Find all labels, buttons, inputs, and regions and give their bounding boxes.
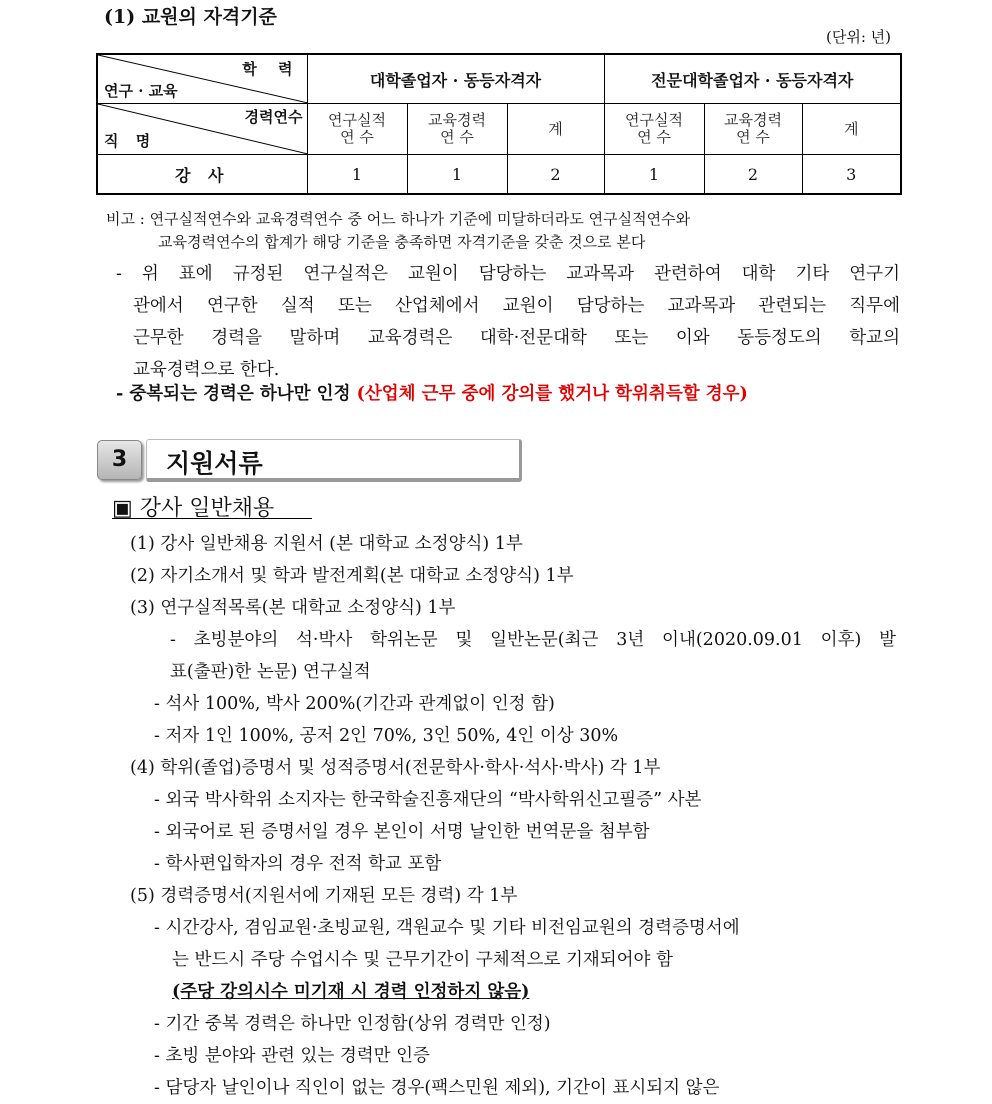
table-note — [106, 208, 690, 254]
table-row — [97, 155, 901, 195]
note-line: 비고 : 연구실적연수와 교육경력연수 중 어느 하나가 기준에 미달하더라도 연구실적연수와 — [106, 210, 691, 228]
list-item: - 시간강사, 겸임교원·초빙교원, 객원교수 및 기타 비전임교원의 경력증명서에 — [154, 918, 740, 938]
section-number-badge: 3 — [97, 440, 142, 480]
paragraph-line: 관에서 연구한 실적 또는 산업체에서 교원이 담당하는 교과목과 관련되는 직무에 — [133, 296, 900, 316]
table-cell: 2 — [704, 155, 802, 195]
col-education-years-2: 교육경력 연 수 — [704, 104, 802, 155]
list-item: - 저자 1인 100%, 공저 2인 70%, 3인 50%, 4인 이상 30% — [154, 726, 619, 746]
unit-label: (단위: 년) — [826, 28, 891, 46]
section-heading-qualifications: (1) 교원의 자격기준 — [104, 6, 277, 28]
col-total-2: 계 — [802, 104, 901, 155]
table-cell: 3 — [802, 155, 901, 195]
list-item: (주당 강의시수 미기재 시 경력 인정하지 않음) — [172, 982, 530, 1002]
list-item: 는 반드시 주당 수업시수 및 근무기간이 구체적으로 기재되어야 함 — [172, 950, 673, 970]
list-item: - 외국어로 된 증명서일 경우 본인이 서명 날인한 번역문을 첨부함 — [154, 822, 650, 842]
list-item: (2) 자기소개서 및 학과 발전계획(본 대학교 소정양식) 1부 — [130, 566, 574, 586]
duplicate-career-condition: (산업체 근무 중에 강의를 했거나 학위취득할 경우) — [356, 384, 748, 404]
paragraph-line: 근무한 경력을 말하며 교육경력은 대학·전문대학 또는 이와 동등정도의 학교의 — [133, 328, 900, 348]
list-item: - 초빙 분야와 관련 있는 경력만 인증 — [154, 1046, 430, 1066]
note-line: 교육경력연수의 합계가 해당 기준을 충족하면 자격기준을 갖춘 것으로 본다 — [158, 233, 646, 251]
group-header-university: 대학졸업자 · 동등자격자 — [307, 54, 604, 104]
corner-research-label: 연구 · 교육 — [104, 82, 178, 100]
section-title: 지원서류 — [166, 449, 263, 478]
list-item: - 학사편입학자의 경우 전적 학교 포함 — [154, 854, 442, 874]
col-total: 계 — [507, 104, 604, 155]
duplicate-career-note — [116, 380, 748, 405]
list-item: (5) 경력증명서(지원서에 기재된 모든 경력) 각 1부 — [130, 886, 518, 906]
table-cell: 1 — [307, 155, 407, 195]
list-item: - 외국 박사학위 소지자는 한국학술진흥재단의 “박사학위신고필증” 사본 — [154, 790, 702, 810]
corner-header-bottom — [97, 104, 307, 155]
corner-position-label: 직 명 — [104, 132, 157, 150]
col-research-years: 연구실적 연 수 — [307, 104, 407, 155]
group-header-college: 전문대학졸업자 · 동등자격자 — [604, 54, 901, 104]
table-cell: 1 — [407, 155, 507, 195]
list-item: - 초빙분야의 석·박사 학위논문 및 일반논문(최근 3년 이내(2020.09.01 이후) 발 — [170, 630, 896, 650]
corner-years-label: 경력연수 — [244, 108, 303, 126]
subsection-underline — [112, 518, 312, 519]
row-label-lecturer: 강 사 — [97, 155, 307, 195]
table-cell: 2 — [507, 155, 604, 195]
col-research-years-2: 연구실적 연 수 — [604, 104, 704, 155]
paragraph-line: - 위 표에 규정된 연구실적은 교원이 담당하는 교과목과 관련하여 대학 기타 연구기 — [116, 264, 900, 284]
duplicate-career-main: - 중복되는 경력은 하나만 인정 — [116, 384, 351, 404]
corner-header-top — [97, 54, 307, 104]
list-item: (1) 강사 일반채용 지원서 (본 대학교 소정양식) 1부 — [130, 534, 523, 554]
list-item: (3) 연구실적목록(본 대학교 소정양식) 1부 — [130, 598, 456, 618]
list-item: 표(출판)한 논문) 연구실적 — [170, 662, 371, 682]
list-item: - 기간 중복 경력은 하나만 인정함(상위 경력만 인정) — [154, 1014, 551, 1034]
qualification-table — [96, 53, 902, 195]
paragraph-line: 교육경력으로 한다. — [133, 360, 280, 380]
required-documents-list — [130, 528, 896, 1104]
square-bullet-icon: ▣ — [112, 496, 133, 521]
subsection-title: 강사 일반채용 — [139, 496, 275, 521]
research-definition-paragraph — [116, 258, 900, 386]
col-education-years: 교육경력 연 수 — [407, 104, 507, 155]
table-cell: 1 — [604, 155, 704, 195]
list-item: - 담당자 날인이나 직인이 없는 경우(팩스민원 제외), 기간이 표시되지 않은 — [154, 1078, 720, 1098]
list-item: - 석사 100%, 박사 200%(기간과 관계없이 인정 함) — [154, 694, 555, 714]
list-item: (4) 학위(졸업)증명서 및 성적증명서(전문학사·학사·석사·박사) 각 1부 — [130, 758, 661, 778]
corner-education-label: 학 력 — [242, 60, 301, 78]
